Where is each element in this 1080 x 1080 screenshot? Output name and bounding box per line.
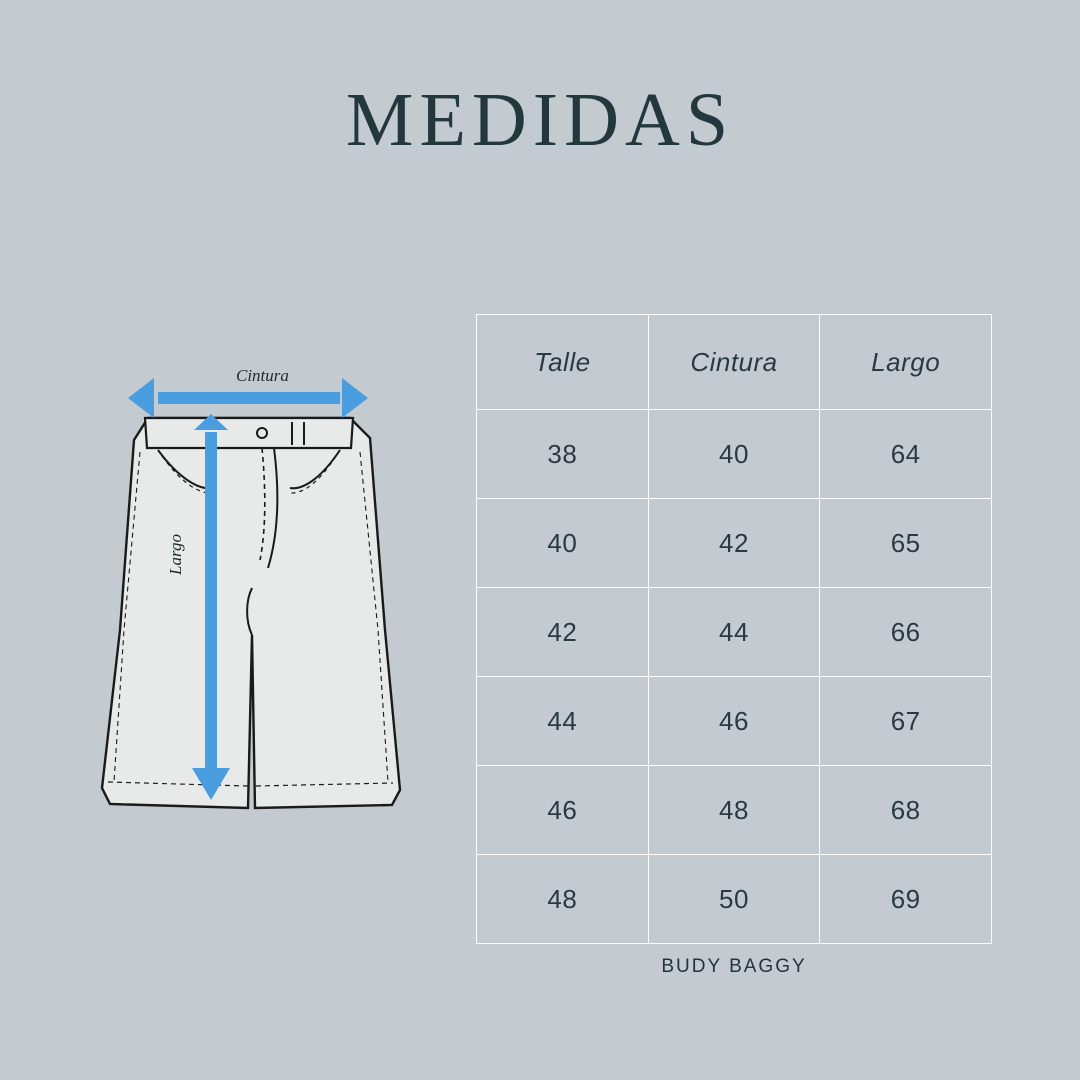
- table-header-row: [477, 315, 992, 410]
- cell-largo: 65: [820, 499, 992, 588]
- cell-largo: 68: [820, 766, 992, 855]
- cell-largo: 64: [820, 410, 992, 499]
- cell-cintura: 48: [648, 766, 820, 855]
- cell-cintura: 50: [648, 855, 820, 944]
- shorts-outline: [102, 418, 400, 808]
- size-table-body: [477, 410, 992, 944]
- garment-illustration: [40, 330, 470, 870]
- cell-talle: 42: [477, 588, 649, 677]
- brand-label: BUDY BAGGY: [661, 956, 807, 977]
- column-header-cintura: Cintura: [648, 315, 820, 410]
- page-title: MEDIDAS: [345, 78, 735, 162]
- column-header-largo: Largo: [820, 315, 992, 410]
- cell-largo: 69: [820, 855, 992, 944]
- size-table-head: [477, 315, 992, 410]
- cell-cintura: 40: [648, 410, 820, 499]
- cell-talle: 48: [477, 855, 649, 944]
- table-row: [477, 410, 992, 499]
- table-row: [477, 588, 992, 677]
- waistband: [145, 418, 353, 448]
- table-row: [477, 499, 992, 588]
- cell-talle: 46: [477, 766, 649, 855]
- shorts-svg: [40, 330, 470, 870]
- table-row: [477, 677, 992, 766]
- length-measure-label: Largo: [166, 534, 185, 575]
- table-row: [477, 766, 992, 855]
- cell-cintura: 46: [648, 677, 820, 766]
- waist-measure-label: Cintura: [236, 366, 289, 385]
- cell-talle: 38: [477, 410, 649, 499]
- table-row: [477, 855, 992, 944]
- size-table: [476, 314, 992, 944]
- cell-cintura: 44: [648, 588, 820, 677]
- cell-largo: 67: [820, 677, 992, 766]
- column-header-talle: Talle: [477, 315, 649, 410]
- size-table-wrapper: [476, 314, 992, 944]
- cell-talle: 40: [477, 499, 649, 588]
- cell-largo: 66: [820, 588, 992, 677]
- cell-cintura: 42: [648, 499, 820, 588]
- cell-talle: 44: [477, 677, 649, 766]
